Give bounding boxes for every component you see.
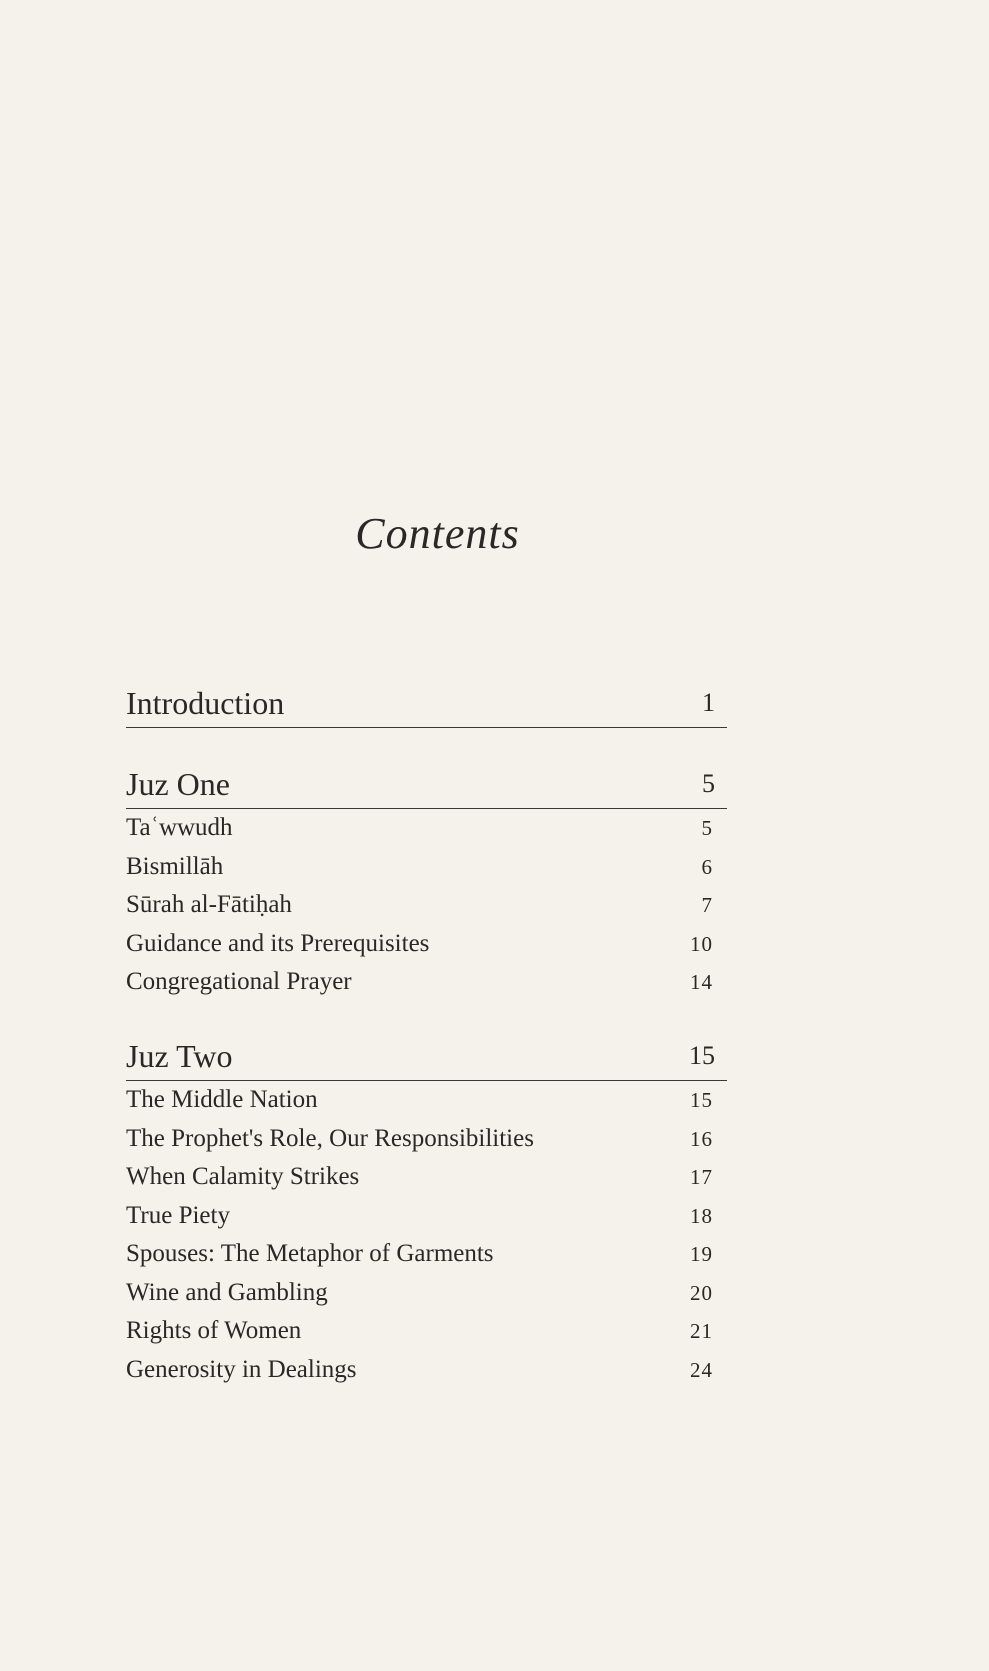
section-title: Juz One (126, 766, 230, 802)
entry-title: Taʿwwudh (126, 814, 233, 841)
toc-entry (126, 1081, 727, 1120)
section-heading (126, 681, 727, 728)
toc-section-juz-one (126, 762, 727, 1002)
toc-entry (126, 848, 727, 887)
toc-entry (126, 925, 727, 964)
entry-title: Wine and Gambling (126, 1278, 328, 1306)
entry-title: Spouses: The Metaphor of Garments (126, 1240, 494, 1267)
entry-title: The Middle Nation (126, 1086, 318, 1113)
entry-title: Congregational Prayer (126, 968, 352, 995)
toc-entry (126, 1235, 727, 1274)
toc-entry (126, 963, 727, 1002)
section-page: 5 (702, 769, 715, 798)
toc-entry (126, 1351, 727, 1390)
entry-title: True Piety (126, 1201, 230, 1229)
section-heading (126, 762, 727, 809)
entry-page: 5 (701, 816, 713, 840)
entry-page: 17 (690, 1165, 713, 1189)
section-title: Introduction (126, 685, 285, 721)
toc-entry (126, 886, 727, 925)
toc-entry (126, 1158, 727, 1197)
entry-title: Sūrah al-Fātiḥah (126, 891, 292, 918)
entry-page: 14 (690, 970, 713, 994)
toc-entry (126, 1312, 727, 1351)
entry-title: Generosity in Dealings (126, 1355, 357, 1383)
toc-entry (126, 1274, 727, 1313)
entry-title: Rights of Women (126, 1317, 302, 1344)
entry-page: 7 (701, 893, 713, 917)
entry-page: 18 (690, 1203, 713, 1228)
entry-title: When Calamity Strikes (126, 1163, 360, 1190)
section-heading (126, 1034, 727, 1081)
entry-page: 20 (690, 1280, 713, 1305)
entry-page: 6 (701, 854, 713, 879)
entry-page: 16 (690, 1126, 713, 1151)
section-page: 15 (689, 1041, 715, 1070)
entry-page: 15 (690, 1088, 713, 1112)
entry-page: 21 (690, 1319, 713, 1343)
toc-entry (126, 809, 727, 848)
toc-entry (126, 1197, 727, 1236)
entry-title: Bismillāh (126, 852, 224, 880)
section-page: 1 (702, 688, 715, 717)
toc-entry (126, 1120, 727, 1159)
entry-title: The Prophet's Role, Our Responsibilities (126, 1124, 534, 1152)
section-title: Juz Two (126, 1038, 233, 1074)
entry-page: 10 (690, 931, 713, 956)
entry-page: 24 (690, 1357, 713, 1382)
entry-page: 19 (690, 1242, 713, 1266)
toc-section-juz-two (126, 1034, 727, 1389)
page-title: Contents (355, 509, 520, 558)
toc-section-introduction (126, 681, 727, 728)
entry-title: Guidance and its Prerequisites (126, 929, 430, 957)
